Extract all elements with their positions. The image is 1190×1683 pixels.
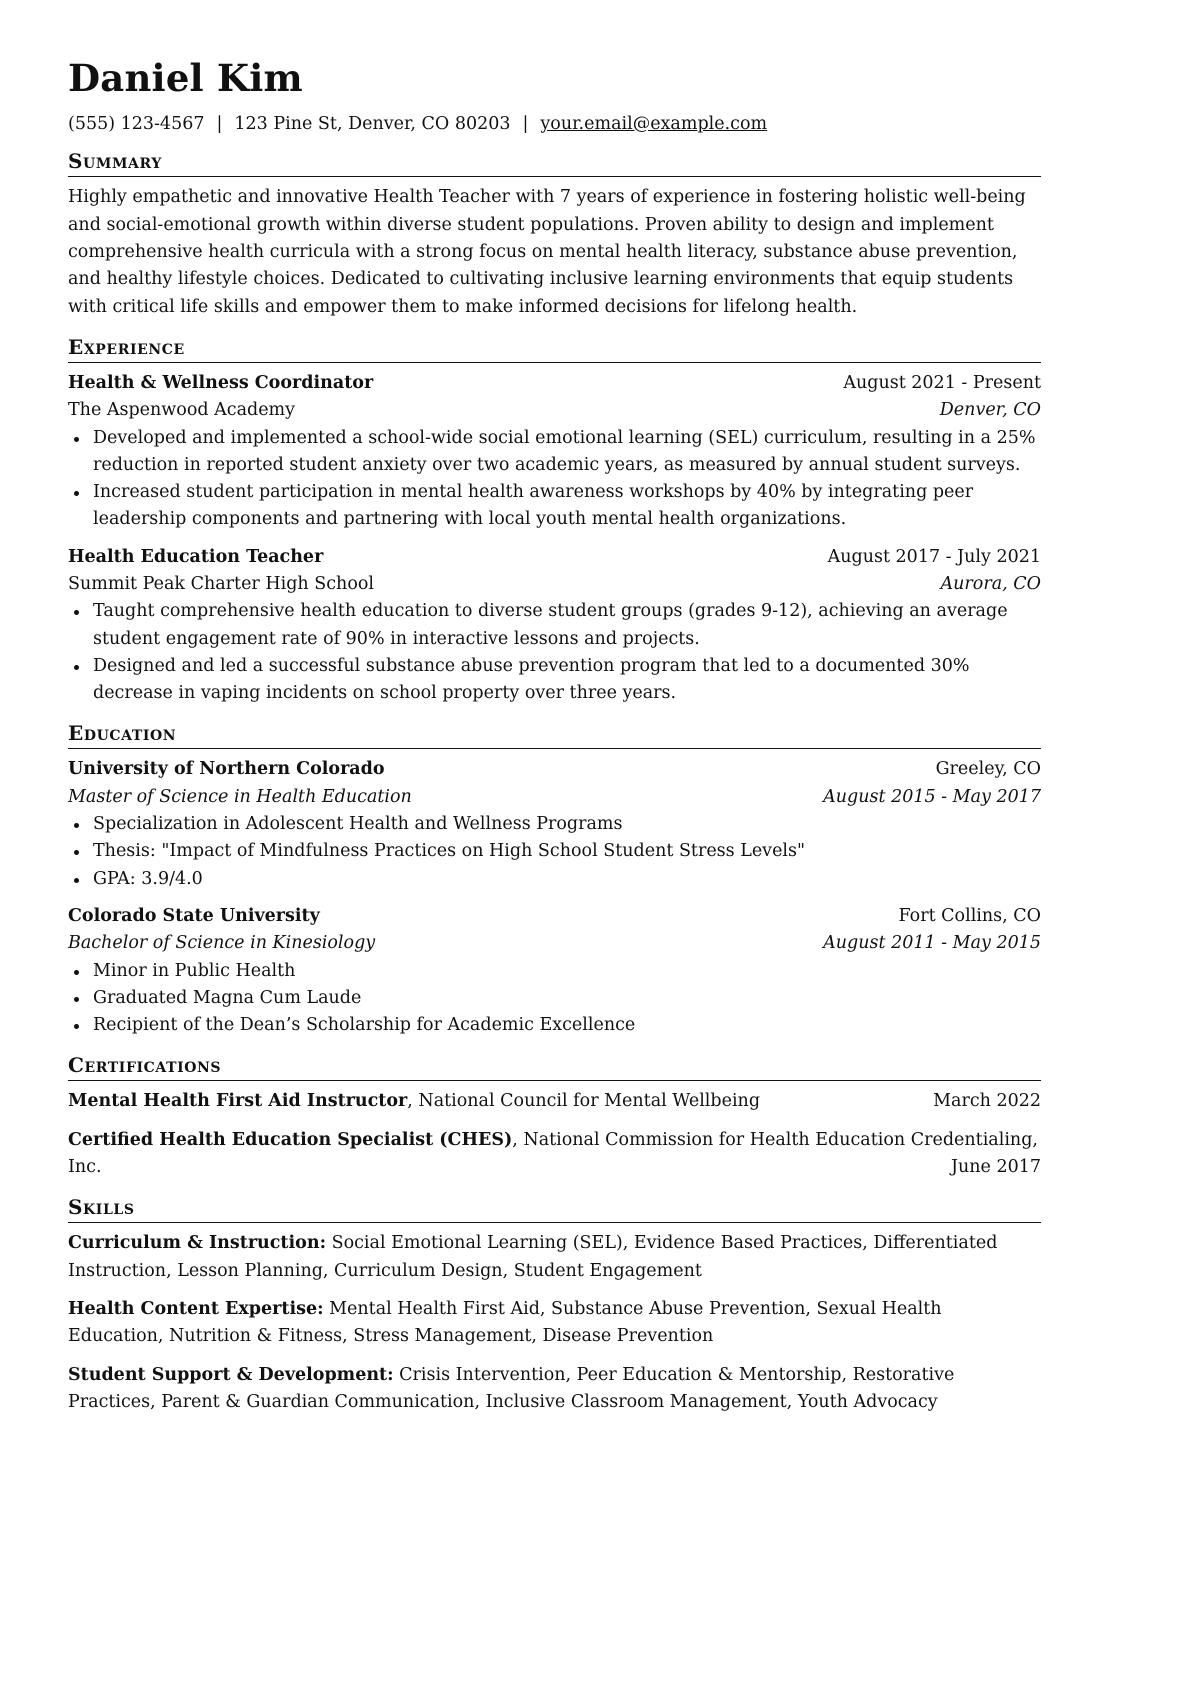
bullet-item: Developed and implemented a school-wide social emotional learning (SEL) curriculum, resulting in a 25% reduction in reported student anxiety over two academic years, as measured by annual student surveys. [93,425,1041,480]
job-bullets [68,425,1041,534]
school-name: University of Northern Colorado [68,759,385,780]
job-dates: August 2017 - July 2021 [827,546,1041,567]
education-bullets [68,958,1041,1040]
section-title-certifications: Certifications [68,1053,1041,1081]
skill-group-label: Health Content Expertise: [68,1298,324,1319]
skill-group [68,1230,1041,1285]
school-location: Greeley, CO [935,759,1041,780]
job-entry [68,370,1041,534]
skill-group [68,1296,1041,1351]
education-bullets [68,811,1041,893]
certification-issuer: , National Council for Mental Wellbeing [407,1091,761,1112]
skill-group [68,1362,1041,1417]
skill-group-label: Student Support & Development: [68,1364,394,1385]
certifications-section [68,1053,1041,1181]
bullet-item: Taught comprehensive health education to diverse student groups (grades 9-12), achieving an average student engagement rate of 90% in interactive lessons and projects. [93,598,1041,653]
skill-group-items: Social Emotional Learning (SEL), Evidence Based Practices, Differentiated Instruction, Lesson Planning, Curriculum Design, Student Engagement [68,1233,998,1281]
certification-date: June 2017 [950,1157,1041,1178]
bullet-item: Specialization in Adolescent Health and Wellness Programs [93,811,1041,838]
certification-name: Certified Health Education Specialist (CHES) [68,1129,513,1150]
bullet-item: Increased student participation in mental health awareness workshops by 40% by integrating peer leadership components and partnering with local youth mental health organizations. [93,479,1041,534]
skill-group-label: Curriculum & Instruction: [68,1233,327,1254]
section-title-skills: Skills [68,1195,1041,1223]
candidate-name: Daniel Kim [68,56,303,100]
education-section [68,721,1041,1039]
phone-number: (555) 123-4567 [68,113,205,134]
email-link[interactable]: your.email@example.com [540,113,768,134]
job-organization: The Aspenwood Academy [68,400,296,421]
education-dates: August 2011 - May 2015 [823,933,1041,954]
bullet-item: GPA: 3.9/4.0 [93,866,1041,893]
school-name: Colorado State University [68,905,320,926]
section-title-education: Education [68,721,1041,749]
certification-name: Mental Health First Aid Instructor [68,1091,408,1112]
school-location: Fort Collins, CO [898,905,1041,926]
section-title-experience: Experience [68,335,1041,363]
contact-line [68,113,1041,136]
skills-section [68,1195,1041,1416]
education-dates: August 2015 - May 2017 [823,786,1041,807]
job-role: Health & Wellness Coordinator [68,372,374,393]
education-entry [68,903,1041,1039]
job-location: Aurora, CO [940,574,1041,594]
certification-date: March 2022 [933,1091,1041,1112]
certification-entry [68,1088,1041,1115]
job-role: Health Education Teacher [68,546,324,567]
resume-header [68,58,1041,135]
contact-separator: | [216,113,223,134]
bullet-item: Designed and led a successful substance abuse prevention program that led to a documented 30% decrease in vaping incidents on school property over three years. [93,653,1041,708]
address: 123 Pine St, Denver, CO 80203 [234,113,511,134]
job-location: Denver, CO [939,400,1041,421]
experience-section [68,335,1041,708]
summary-section [68,149,1041,320]
bullet-item: Minor in Public Health [93,958,1041,985]
degree: Bachelor of Science in Kinesiology [68,933,376,954]
resume-page [68,58,1041,1427]
certification-issuer: , National Commission for Health Education Credentialing, Inc. [68,1129,1038,1178]
contact-separator: | [522,113,529,134]
section-title-summary: Summary [68,149,1041,177]
bullet-item: Thesis: "Impact of Mindfulness Practices on High School Student Stress Levels" [93,838,1041,865]
bullet-item: Recipient of the Dean’s Scholarship for Academic Excellence [93,1012,1041,1039]
skill-group-items: Mental Health First Aid, Substance Abuse Prevention, Sexual Health Education, Nutrition & Fitness, Stress Management, Disease Prevention [68,1298,942,1347]
job-bullets [68,598,1041,707]
summary-text: Highly empathetic and innovative Health Teacher with 7 years of experience in fostering holistic well-being and social-emotional growth within diverse student populations. Proven ability to design and implement comprehensive health curricula with a strong focus on mental health literacy, substance abuse prevention, and healthy lifestyle choices. Dedicated to cultivating inclusive learning environments that equip students with critical life skills and empower them to make informed decisions for lifelong health. [68,187,1026,317]
degree: Master of Science in Health Education [68,786,412,807]
education-entry [68,756,1041,892]
certification-entry [68,1127,1041,1182]
job-entry [68,544,1041,708]
skill-group-items: Crisis Intervention, Peer Education & Mentorship, Restorative Practices, Parent & Guardian Communication, Inclusive Classroom Management, Youth Advocacy [68,1364,955,1412]
bullet-item: Graduated Magna Cum Laude [93,985,1041,1012]
job-dates: August 2021 - Present [843,372,1041,393]
job-organization: Summit Peak Charter High School [68,574,374,594]
